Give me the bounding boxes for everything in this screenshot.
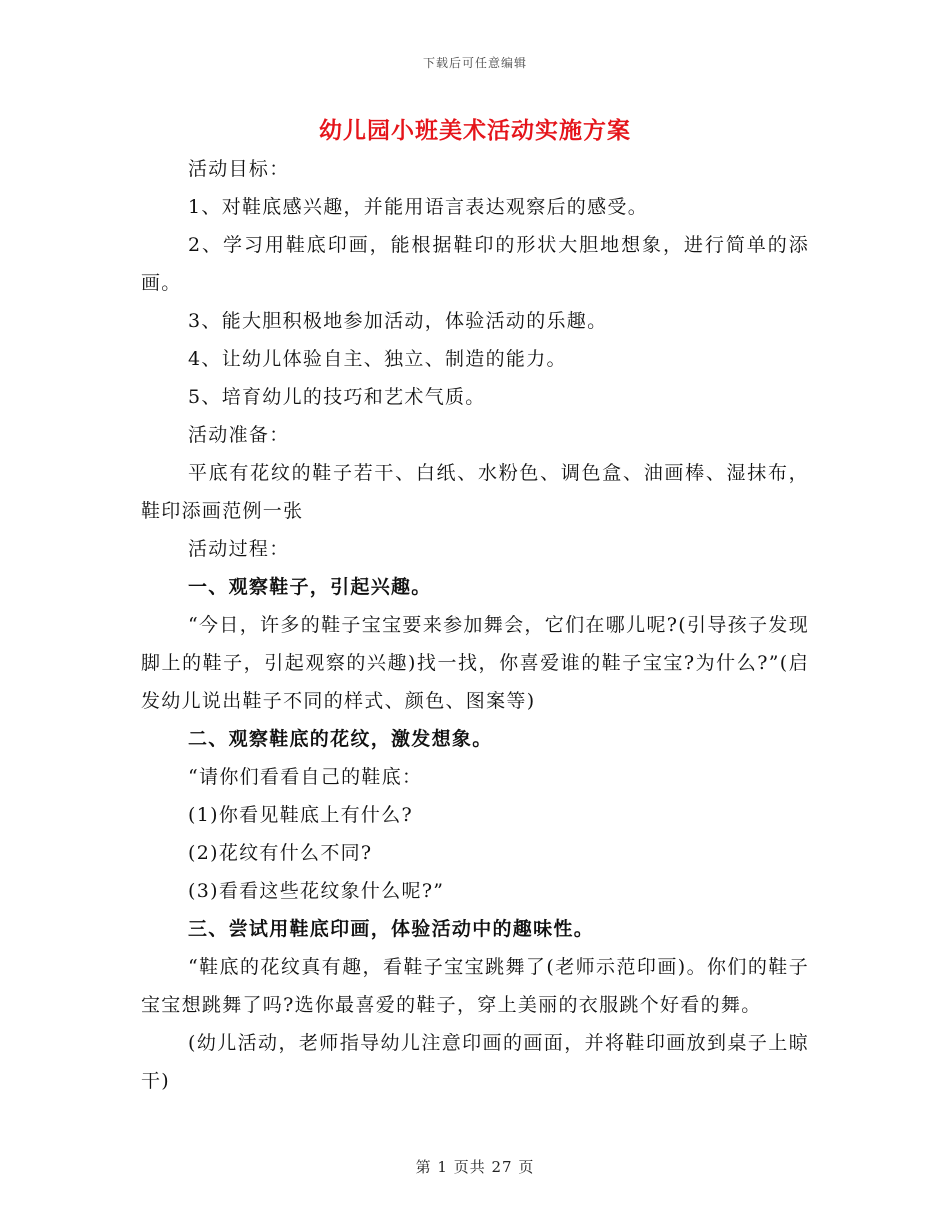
header-note: 下载后可任意编辑	[422, 56, 527, 70]
section-heading: 二、观察鞋底的花纹，激发想象。	[188, 728, 493, 750]
document-title: 幼儿园小班美术活动实施方案	[319, 117, 631, 144]
document-body	[141, 150, 809, 1100]
paragraph: “鞋底的花纹真有趣，看鞋子宝宝跳舞了(老师示范印画)。你们的鞋子宝宝想跳舞了吗?选你最喜爱的鞋子，穿上美丽的衣服跳个好看的舞。	[141, 956, 809, 1016]
list-item: (3)看看这些花纹象什么呢?”	[188, 880, 445, 902]
paragraph: “今日，许多的鞋子宝宝要来参加舞会，它们在哪儿呢?(引导孩子发现脚上的鞋子，引起观察的兴趣)找一找，你喜爱谁的鞋子宝宝?为什么?”(启发幼儿说出鞋子不同的样式、颜色、图案等)	[141, 614, 809, 712]
section-heading: 一、观察鞋子，引起兴趣。	[188, 576, 432, 598]
paragraph: 4、让幼儿体验自主、独立、制造的能力。	[188, 348, 567, 370]
list-item: (2)花纹有什么不同?	[188, 842, 373, 864]
paragraph: 活动目标：	[188, 158, 290, 180]
paragraph: 活动准备：	[188, 424, 290, 446]
section-heading: 三、尝试用鞋底印画，体验活动中的趣味性。	[188, 918, 595, 940]
paragraph: 5、培育幼儿的技巧和艺术气质。	[188, 386, 486, 408]
page-footer: 第 1 页共 27 页	[415, 1158, 535, 1176]
paragraph: 3、能大胆积极地参加活动，体验活动的乐趣。	[188, 310, 608, 332]
paragraph: (幼儿活动，老师指导幼儿注意印画的画面，并将鞋印画放到桌子上晾干)	[141, 1032, 809, 1092]
paragraph: 1、对鞋底感兴趣，并能用语言表达观察后的感受。	[188, 196, 648, 218]
paragraph: 活动过程：	[188, 538, 290, 560]
paragraph: “请你们看看自己的鞋底：	[188, 766, 423, 788]
paragraph: 平底有花纹的鞋子若干、白纸、水粉色、调色盒、油画棒、湿抹布，鞋印添画范例一张	[141, 462, 809, 522]
paragraph: 2、学习用鞋底印画，能根据鞋印的形状大胆地想象，进行简单的添画。	[141, 234, 809, 294]
list-item: (1)你看见鞋底上有什么?	[188, 804, 414, 826]
